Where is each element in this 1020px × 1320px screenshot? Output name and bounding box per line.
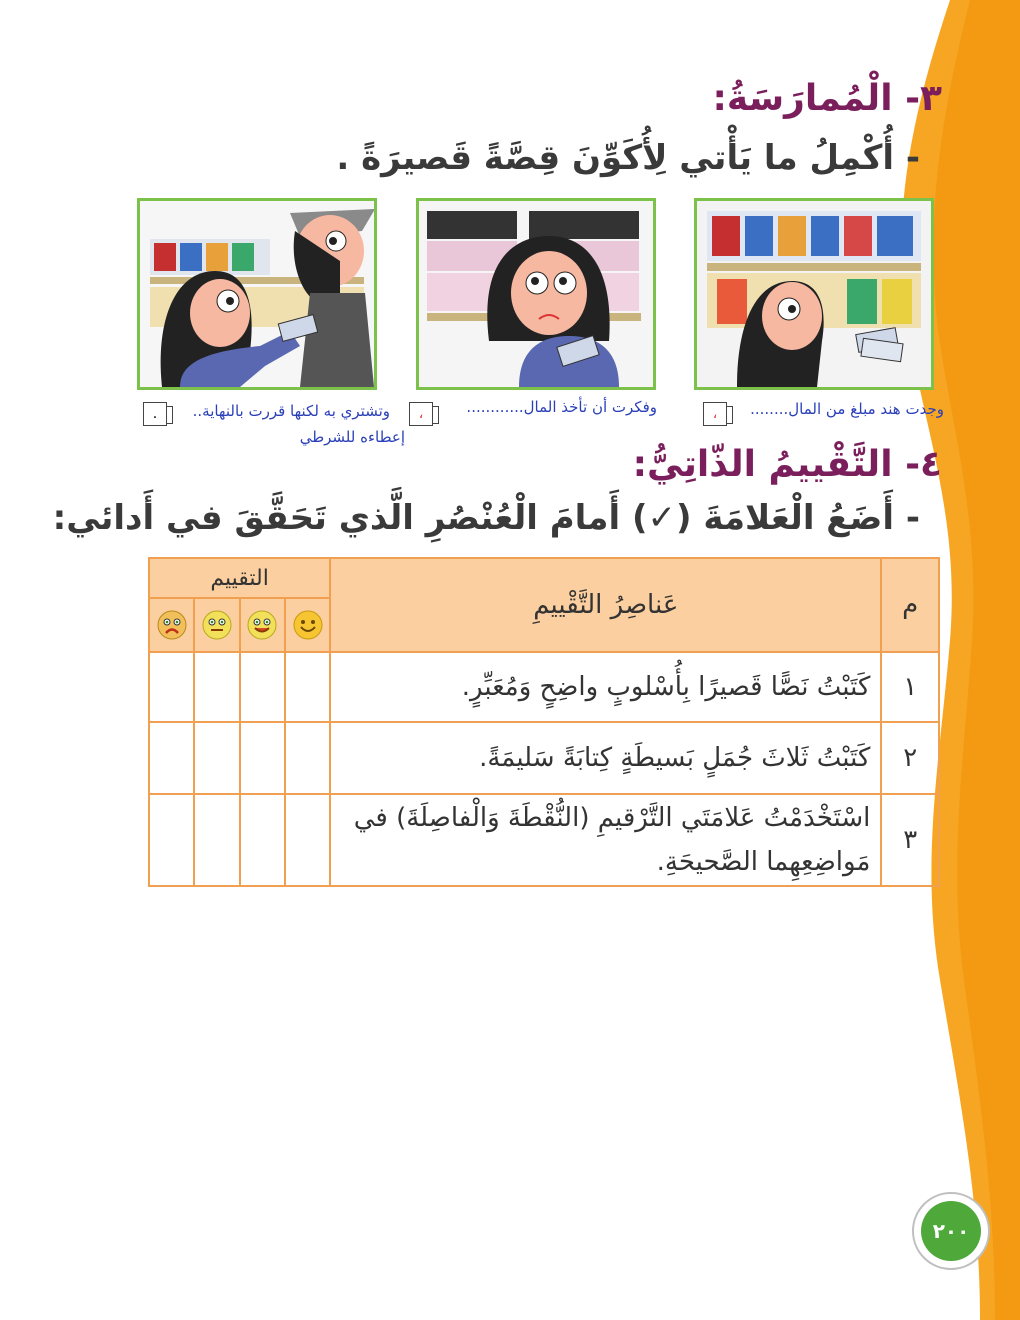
header-number: م: [881, 558, 939, 652]
story-sentence-3: وتشتري به لكنها قررت بالنهاية..: [192, 402, 390, 420]
punctuation-box-1[interactable]: ،: [703, 402, 727, 426]
story-sentence-2: وفكرت أن تأخذ المال............: [466, 398, 657, 416]
story-panel-2: [416, 198, 656, 390]
neutral-face-icon: [202, 610, 232, 640]
section3-instruction: - أُكْمِلُ ما يَأْتي لِأُكَوِّنَ قِصَّةً قَصيرَةً .: [336, 138, 920, 178]
rating-cell[interactable]: [194, 794, 239, 886]
section4-title: ٤- التَّقْييمُ الذّاتِيُّ:: [632, 444, 942, 485]
row-criterion: كَتَبْتُ نَصًّا قَصيرًا بِأُسْلوبٍ واضِحٍ وَمُعَبِّرٍ.: [330, 652, 881, 722]
story-panel-3: [137, 198, 377, 390]
rating-cell[interactable]: [149, 722, 194, 794]
girl-thinking-illustration: [419, 201, 653, 387]
section4-instruction: - أَضَعُ الْعَلامَةَ (✓) أَمامَ الْعُنْصُرِ الَّذي تَحَقَّقَ في أَدائي:: [52, 498, 920, 538]
rating-cell[interactable]: [285, 722, 330, 794]
face-cell-very-happy: [285, 598, 330, 652]
girl-finds-money-illustration: [697, 201, 931, 387]
very-happy-face-icon: [293, 610, 323, 640]
rating-cell[interactable]: [149, 794, 194, 886]
rating-cell[interactable]: [285, 652, 330, 722]
rating-cell[interactable]: [240, 652, 285, 722]
table-row: [149, 652, 939, 722]
rating-cell[interactable]: [240, 722, 285, 794]
punctuation-box-2[interactable]: ،: [409, 402, 433, 426]
face-cell-happy: [240, 598, 285, 652]
row-criterion: اسْتَخْدَمْتُ عَلامَتَي التَّرْقيمِ (النُّقْطَةَ وَالْفاصِلَةَ) في مَواضِعِهِما الصَّحيحَةِ.: [330, 794, 881, 886]
row-criterion: كَتَبْتُ ثَلاثَ جُمَلٍ بَسيطَةٍ كِتابَةً سَليمَةً.: [330, 722, 881, 794]
punctuation-box-3[interactable]: .: [143, 402, 167, 426]
row-number: ٣: [881, 794, 939, 886]
story-sentence-1: وجدت هند مبلغ من المال........: [750, 400, 944, 418]
page-number-badge: [912, 1192, 990, 1270]
page-number: ٢٠٠: [921, 1201, 981, 1261]
header-rating: التقييم: [149, 558, 330, 598]
happy-face-icon: [247, 610, 277, 640]
story-panel-1: [694, 198, 934, 390]
girl-gives-money-to-policeman-illustration: [140, 201, 374, 387]
sad-face-icon: [157, 610, 187, 640]
row-number: ٢: [881, 722, 939, 794]
rating-cell[interactable]: [194, 652, 239, 722]
row-number: ١: [881, 652, 939, 722]
section3-title: ٣- الْمُمارَسَةُ:: [712, 78, 942, 119]
rating-cell[interactable]: [149, 652, 194, 722]
self-evaluation-table: [148, 557, 940, 887]
story-sentence-3-continued: إعطاءه للشرطي: [299, 428, 405, 446]
rating-cell[interactable]: [285, 794, 330, 886]
table-row: [149, 794, 939, 886]
table-row: [149, 722, 939, 794]
face-cell-neutral: [194, 598, 239, 652]
rating-cell[interactable]: [194, 722, 239, 794]
header-items: عَناصِرُ التَّقْييمِ: [330, 558, 881, 652]
table-header-row: [149, 558, 939, 598]
face-cell-sad: [149, 598, 194, 652]
rating-cell[interactable]: [240, 794, 285, 886]
